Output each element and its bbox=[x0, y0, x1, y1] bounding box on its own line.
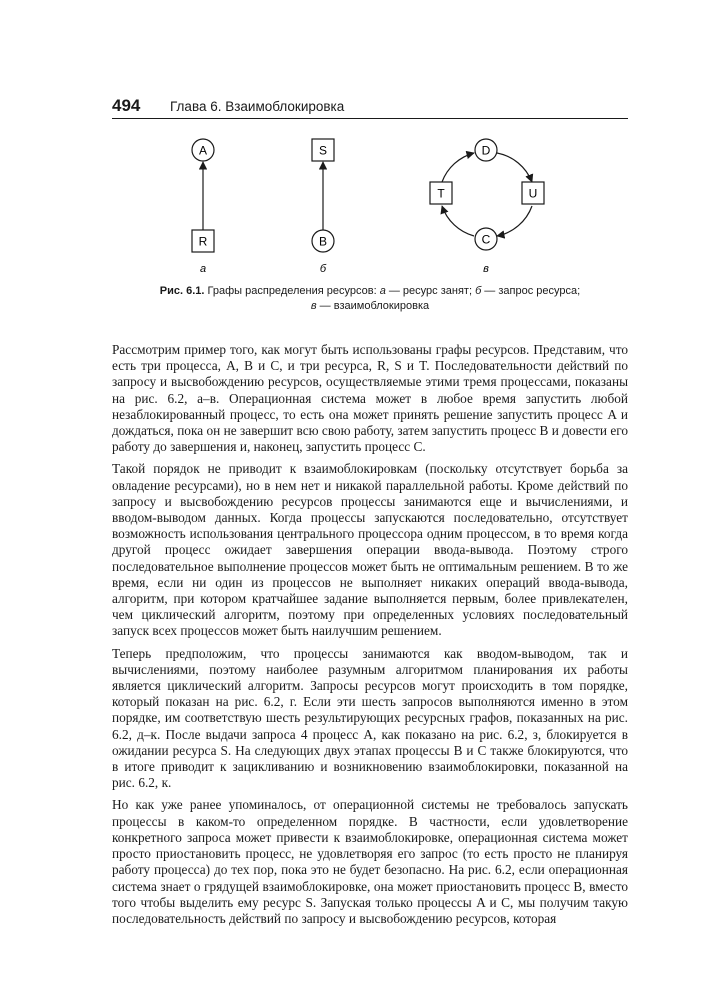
edge-u-to-c bbox=[497, 206, 532, 236]
edge-c-to-t bbox=[442, 206, 474, 236]
caption-part-c-letter: в bbox=[310, 300, 317, 312]
panel-b-graph bbox=[312, 139, 334, 252]
caption-label: Рис. 6.1. bbox=[159, 285, 205, 297]
caption-part-b-text: — запрос ресурса; bbox=[481, 285, 581, 297]
chapter-title: Глава 6. Взаимоблокировка bbox=[170, 99, 345, 114]
edge-t-to-d bbox=[442, 153, 474, 182]
panel-label-a: а bbox=[199, 263, 207, 275]
panel-label-c: в bbox=[483, 263, 489, 275]
panel-a-graph bbox=[192, 139, 214, 252]
caption-part-a-text: — ресурс занят; bbox=[385, 285, 476, 297]
paragraph-1: Рассмотрим пример того, как могут быть использованы графы ресурсов. Представим, что есть три процесса, A, B и C, и три ресурса, R, S и T. Последовательности действий по запросу и высвобождению ресурсов, осуществляемые этими тремя процессами, показаны на рис. 6.2, а–в. Операционная система может в любое время запустить любой незаблокированный процесс, то есть она может принять решение запустить процесс A и дождаться, пока он не завершит всю свою работу, затем запустить процесс B и довести его работу до завершения и, наконец, запустить процесс C. bbox=[112, 342, 628, 455]
resource-graph-diagram bbox=[112, 128, 628, 278]
node-label-d: D bbox=[481, 143, 491, 158]
page-header bbox=[112, 96, 628, 119]
paragraph-3: Теперь предположим, что процессы занимаются как вводом-выводом, так и вычислениями, поэтому наиболее разумным алгоритмом планирования их работы является циклический алгоритм. Запросы ресурсов могут происходить в том порядке, который показан на рис. 6.2, г. Если эти шесть запросов выполняются именно в этом порядке, им соответствую шесть результирующих ресурсных графов, показанных на рис. 6.2, д–к. После выдачи запроса 4 процесс A, как показано на рис. 6.2, з, блокируется в ожидании ресурса S. На следующих двух этапах процессы B и C также блокируются, что в итоге приводит к зацикливанию и возникновению взаимоблокировки, показанной на рис. 6.2, к. bbox=[112, 645, 628, 791]
page-number: 494 bbox=[112, 96, 141, 115]
panel-label-b: б bbox=[319, 263, 327, 275]
paragraph-4: Но как уже ранее упоминалось, от операционной системы не требовалось запускать процессы в каком-то определенном порядке. В частности, если удовлетворение конкретного запроса может привести к взаимоблокировке, операционная система может просто приостановить процесс, не удовлетворяя его запрос (то есть просто не планируя работу процесса) до тех пор, пока это не будет безопасно. На рис. 6.2, если операционная система знает о грядущей взаимоблокировке, она может приостановить процесс B, вместо того чтобы выделить ему ресурс S. Запуская только процессы A и C, мы получим такую последовательность действий по запросу и высвобождению ресурсов, которая bbox=[112, 797, 628, 926]
body-text bbox=[112, 342, 628, 933]
node-label-b: B bbox=[318, 234, 328, 249]
caption-part-a-letter: а bbox=[379, 285, 386, 297]
caption-intro: Графы распределения ресурсов: bbox=[204, 285, 380, 297]
caption-part-b-letter: б bbox=[475, 285, 482, 297]
node-label-s: S bbox=[318, 143, 328, 158]
node-label-r: R bbox=[198, 234, 208, 249]
node-label-a: A bbox=[198, 143, 208, 158]
node-label-c: C bbox=[481, 232, 491, 247]
node-label-t: T bbox=[437, 186, 445, 201]
panel-c-graph bbox=[430, 139, 544, 250]
node-label-u: U bbox=[528, 186, 538, 201]
figure-caption bbox=[112, 284, 628, 314]
caption-part-c-text: — взаимоблокировка bbox=[316, 300, 430, 312]
paragraph-2: Такой порядок не приводит к взаимоблокировкам (поскольку отсутствует борьба за овладение ресурсами), но в нем нет и никакой параллельной работы. Кроме действий по запросу и высвобождению ресурсов процессы занимаются еще и вычислениями, и вводом-выводом данных. Когда процессы запускаются последовательно, отсутствует возможность использования центрального процессора одним процессом, в то время когда другой процесс ожидает завершения операции ввода-вывода. Поэтому строго последовательное выполнение процессов может быть не оптимальным решением. В то же время, если ни один из процессов не выполняет никаких операций ввода-вывода, алгоритм, при котором кратчайшее задание выполняется первым, более привлекателен, чем циклический алгоритм, поэтому при определенных условиях последовательный запуск всех процессов может быть наилучшим решением. bbox=[112, 461, 628, 639]
edge-d-to-u bbox=[497, 153, 532, 182]
